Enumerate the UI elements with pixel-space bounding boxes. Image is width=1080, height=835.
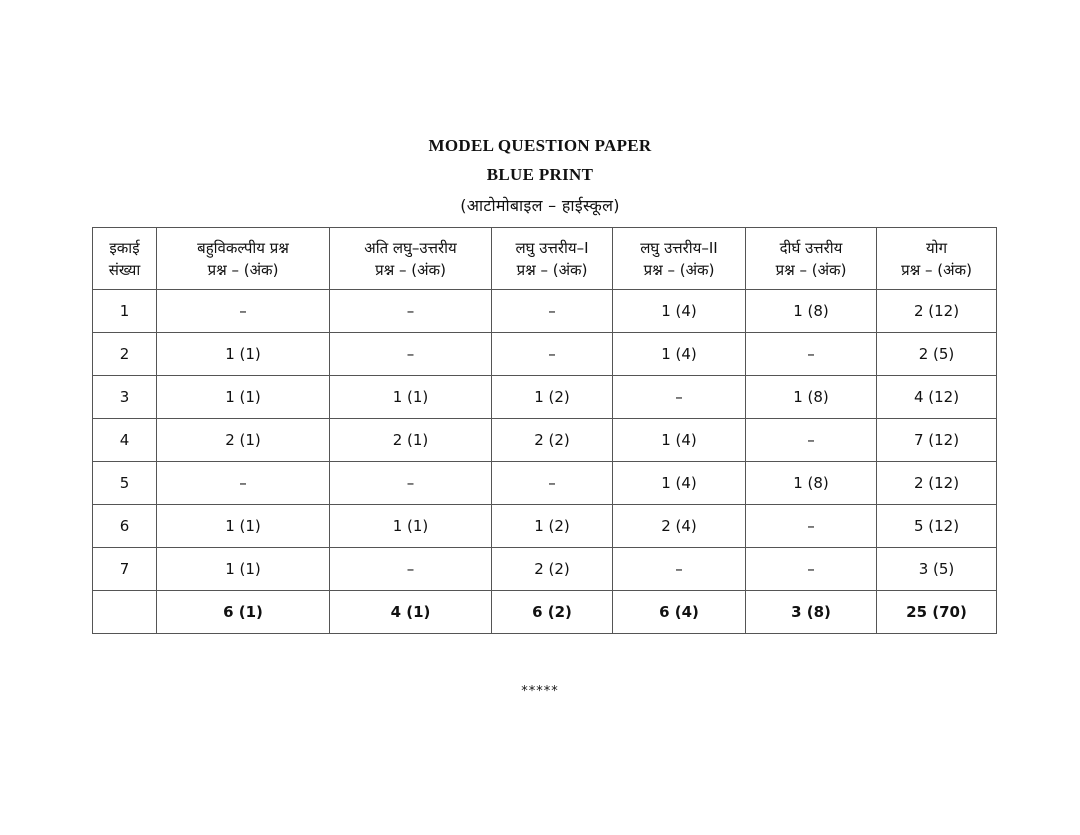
table-cell: – xyxy=(157,290,330,333)
col-header-mcq: बहुविकल्पीय प्रश्न प्रश्न – (अंक) xyxy=(157,228,330,290)
table-cell: 5 xyxy=(93,462,157,505)
table-cell: 6 xyxy=(93,505,157,548)
table-cell: 2 (1) xyxy=(330,419,492,462)
table-cell: 2 (2) xyxy=(492,419,613,462)
table-row xyxy=(93,290,997,333)
header-row xyxy=(93,228,997,290)
total-cell xyxy=(93,591,157,634)
table-cell: – xyxy=(330,290,492,333)
table-cell: 1 (1) xyxy=(157,505,330,548)
col-header-short-2: लघु उत्तरीय–II प्रश्न – (अंक) xyxy=(613,228,746,290)
table-row xyxy=(93,419,997,462)
table-cell: 1 (4) xyxy=(613,333,746,376)
table-cell: 1 (1) xyxy=(330,376,492,419)
table-cell: 1 (2) xyxy=(492,376,613,419)
total-row xyxy=(93,591,997,634)
table-cell: 1 (4) xyxy=(613,419,746,462)
table-cell: – xyxy=(330,333,492,376)
col-header-short-1: लघु उत्तरीय–I प्रश्न – (अंक) xyxy=(492,228,613,290)
blueprint-table xyxy=(92,227,997,634)
table-cell: – xyxy=(157,462,330,505)
table-cell: 1 (1) xyxy=(330,505,492,548)
table-cell: – xyxy=(746,505,877,548)
total-cell: 25 (70) xyxy=(877,591,997,634)
table-row xyxy=(93,376,997,419)
total-cell: 4 (1) xyxy=(330,591,492,634)
table-cell: 1 (8) xyxy=(746,376,877,419)
end-marker: ***** xyxy=(521,684,559,699)
table-cell: 1 (4) xyxy=(613,290,746,333)
table-cell: – xyxy=(330,462,492,505)
paper-subtitle: BLUE PRINT xyxy=(486,165,594,184)
total-cell: 6 (2) xyxy=(492,591,613,634)
table-cell: – xyxy=(492,333,613,376)
table-cell: – xyxy=(492,462,613,505)
col-header-long: दीर्घ उत्तरीय प्रश्न – (अंक) xyxy=(746,228,877,290)
table-cell: 1 (8) xyxy=(746,462,877,505)
table-cell: – xyxy=(613,376,746,419)
table-cell: 2 (5) xyxy=(877,333,997,376)
table-cell: – xyxy=(746,333,877,376)
table-cell: 1 (1) xyxy=(157,548,330,591)
table-cell: – xyxy=(613,548,746,591)
table-cell: – xyxy=(746,419,877,462)
table-row xyxy=(93,333,997,376)
table-cell: 2 (12) xyxy=(877,290,997,333)
col-header-very-short: अति लघु–उत्तरीय प्रश्न – (अंक) xyxy=(330,228,492,290)
table-cell: 2 (12) xyxy=(877,462,997,505)
table-cell: 1 (8) xyxy=(746,290,877,333)
total-cell: 3 (8) xyxy=(746,591,877,634)
table-cell: 1 (1) xyxy=(157,333,330,376)
table-cell: 2 xyxy=(93,333,157,376)
table-cell: 2 (2) xyxy=(492,548,613,591)
paper-title: MODEL QUESTION PAPER xyxy=(428,136,652,155)
table-cell: – xyxy=(492,290,613,333)
table-cell: 1 (4) xyxy=(613,462,746,505)
table-cell: 2 (1) xyxy=(157,419,330,462)
table-cell: 4 (12) xyxy=(877,376,997,419)
table-cell: 3 xyxy=(93,376,157,419)
table-cell: – xyxy=(746,548,877,591)
table-cell: 1 (2) xyxy=(492,505,613,548)
table-cell: 3 (5) xyxy=(877,548,997,591)
col-header-unit: इकाई संख्या xyxy=(93,228,157,290)
col-header-total: योग प्रश्न – (अंक) xyxy=(877,228,997,290)
table-row xyxy=(93,505,997,548)
total-cell: 6 (1) xyxy=(157,591,330,634)
subject-line: (आटोमोबाइल – हाईस्कूल) xyxy=(460,196,620,215)
table-cell: 7 (12) xyxy=(877,419,997,462)
table-cell: 2 (4) xyxy=(613,505,746,548)
table-cell: 7 xyxy=(93,548,157,591)
table-cell: – xyxy=(330,548,492,591)
table-cell: 1 (1) xyxy=(157,376,330,419)
table-cell: 4 xyxy=(93,419,157,462)
total-cell: 6 (4) xyxy=(613,591,746,634)
table-cell: 5 (12) xyxy=(877,505,997,548)
table-row xyxy=(93,548,997,591)
table-row xyxy=(93,462,997,505)
table-cell: 1 xyxy=(93,290,157,333)
